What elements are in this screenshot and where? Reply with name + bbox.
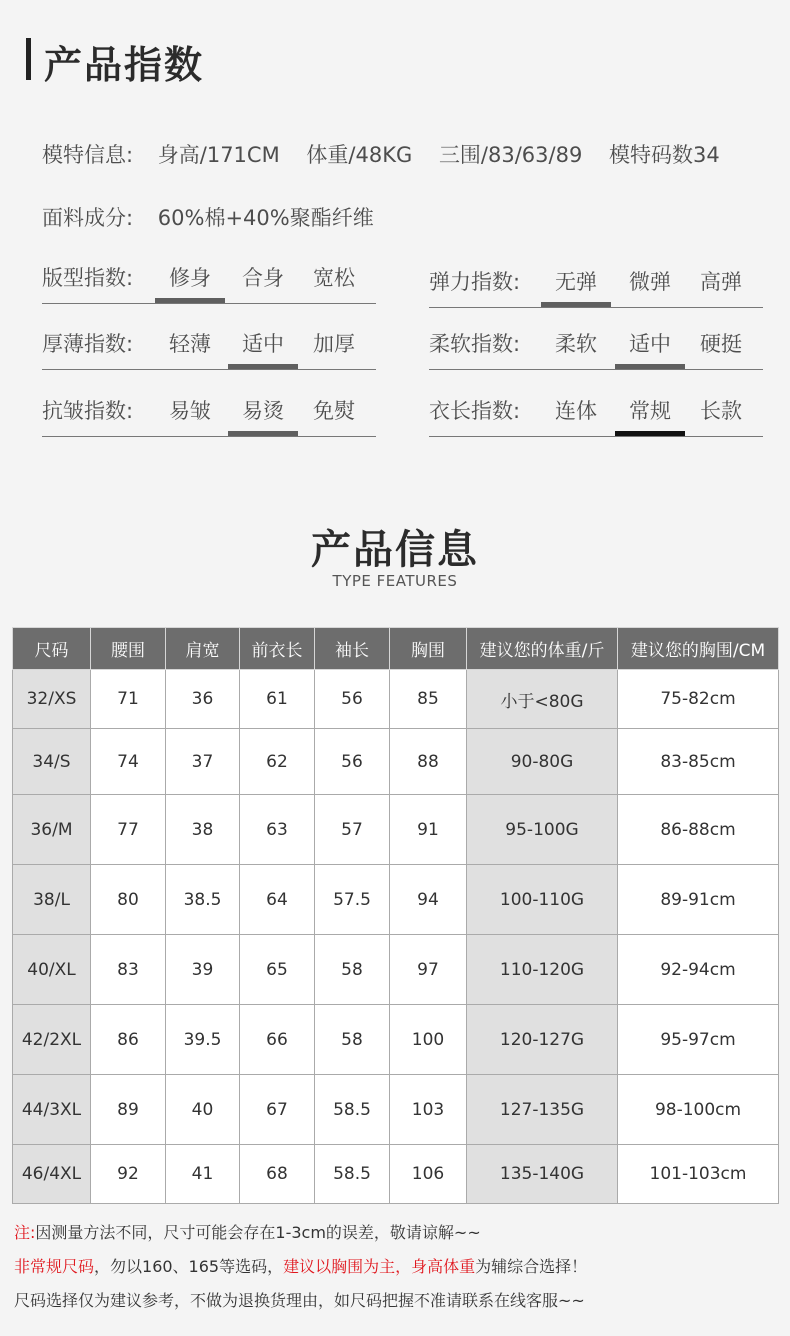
table-cell: 88	[390, 729, 467, 795]
model-height: 身高/171CM	[157, 143, 280, 167]
header-cell: 尺码	[13, 628, 91, 670]
size-cell: 32/XS	[13, 670, 91, 729]
table-row	[13, 670, 779, 729]
section-title-index: 产品指数	[44, 43, 205, 87]
table-cell: 38.5	[166, 865, 240, 935]
table-row	[13, 935, 779, 1005]
table-cell: 86-88cm	[618, 795, 779, 865]
size-cell: 44/3XL	[13, 1075, 91, 1145]
table-cell: 40	[166, 1075, 240, 1145]
table-row	[13, 729, 779, 795]
model-size: 模特码数34	[609, 143, 720, 167]
table-cell: 120-127G	[467, 1005, 618, 1075]
table-cell: 92	[91, 1145, 166, 1204]
table-row	[13, 1145, 779, 1204]
section-subtitle: TYPE FEATURES	[332, 572, 458, 590]
index-option: 常规	[615, 395, 685, 425]
size-table	[12, 627, 779, 1204]
table-cell: 74	[91, 729, 166, 795]
table-cell: 80	[91, 865, 166, 935]
table-header-row	[13, 628, 779, 670]
header-cell: 建议您的体重/斤	[467, 628, 618, 670]
model-info-label: 模特信息:	[42, 143, 134, 167]
table-cell: 91	[390, 795, 467, 865]
index-option: 高弹	[700, 270, 742, 294]
header-cell: 腰围	[91, 628, 166, 670]
table-cell: 58.5	[315, 1145, 390, 1204]
title-accent-bar	[26, 38, 31, 80]
index-label: 弹力指数:	[429, 270, 521, 294]
table-cell: 95-100G	[467, 795, 618, 865]
table-cell: 56	[315, 729, 390, 795]
header-cell: 前衣长	[240, 628, 315, 670]
index-option: 易烫	[228, 395, 298, 425]
table-row	[13, 865, 779, 935]
model-measurements: 三围/83/63/89	[438, 143, 583, 167]
header-cell: 建议您的胸围/CM	[618, 628, 779, 670]
table-row	[13, 1005, 779, 1075]
index-option: 免熨	[313, 399, 355, 423]
header-cell: 肩宽	[166, 628, 240, 670]
table-cell: 71	[91, 670, 166, 729]
index-option: 柔软	[555, 332, 597, 356]
index-length	[429, 389, 763, 437]
size-cell: 46/4XL	[13, 1145, 91, 1204]
note-line-1	[14, 1220, 481, 1243]
table-row	[13, 1075, 779, 1145]
table-cell: 92-94cm	[618, 935, 779, 1005]
index-option: 微弹	[629, 270, 671, 294]
index-option: 宽松	[313, 266, 355, 290]
table-cell: 127-135G	[467, 1075, 618, 1145]
table-cell: 94	[390, 865, 467, 935]
index-label: 衣长指数:	[429, 399, 521, 423]
size-cell: 36/M	[13, 795, 91, 865]
table-cell: 106	[390, 1145, 467, 1204]
index-fit	[42, 256, 376, 304]
table-cell: 66	[240, 1005, 315, 1075]
table-cell: 65	[240, 935, 315, 1005]
table-cell: 36	[166, 670, 240, 729]
index-option: 合身	[242, 266, 284, 290]
model-weight: 体重/48KG	[306, 143, 413, 167]
table-cell: 68	[240, 1145, 315, 1204]
note-red-1: 非常规尺码	[14, 1257, 95, 1276]
table-cell: 77	[91, 795, 166, 865]
table-cell: 103	[390, 1075, 467, 1145]
section-title-info: 产品信息	[311, 527, 479, 573]
size-cell: 40/XL	[13, 935, 91, 1005]
note-line-2	[14, 1254, 587, 1277]
table-cell: 89	[91, 1075, 166, 1145]
table-cell: 100-110G	[467, 865, 618, 935]
index-option: 修身	[155, 262, 225, 292]
index-option: 易皱	[169, 399, 211, 423]
table-cell: 135-140G	[467, 1145, 618, 1204]
table-cell: 85	[390, 670, 467, 729]
header-cell: 袖长	[315, 628, 390, 670]
index-option: 无弹	[541, 266, 611, 296]
table-cell: 83	[91, 935, 166, 1005]
table-cell: 57.5	[315, 865, 390, 935]
table-cell: 38	[166, 795, 240, 865]
note-text: 因测量方法不同，尺寸可能会存在1-3cm的误差，敬请谅解~~	[35, 1223, 481, 1242]
table-cell: 98-100cm	[618, 1075, 779, 1145]
table-cell: 41	[166, 1145, 240, 1204]
index-wrinkle	[42, 389, 376, 437]
index-label: 柔软指数:	[429, 332, 521, 356]
header-cell: 胸围	[390, 628, 467, 670]
fabric-row	[42, 202, 394, 232]
table-cell: 67	[240, 1075, 315, 1145]
index-option: 加厚	[313, 332, 355, 356]
index-softness	[429, 322, 763, 370]
index-option: 连体	[555, 399, 597, 423]
fabric-label: 面料成分:	[42, 206, 134, 230]
table-cell: 100	[390, 1005, 467, 1075]
table-cell: 63	[240, 795, 315, 865]
index-label: 抗皱指数:	[42, 399, 134, 423]
table-cell: 110-120G	[467, 935, 618, 1005]
fabric-value: 60%棉+40%聚酯纤维	[157, 206, 374, 230]
size-cell: 38/L	[13, 865, 91, 935]
size-cell: 34/S	[13, 729, 91, 795]
index-elasticity	[429, 260, 763, 308]
note-black-2: 为辅综合选择！	[475, 1257, 588, 1276]
table-cell: 90-80G	[467, 729, 618, 795]
table-cell: 小于<80G	[467, 670, 618, 729]
table-cell: 58	[315, 935, 390, 1005]
table-cell: 58.5	[315, 1075, 390, 1145]
note-line-3: 尺码选择仅为建议参考，不做为退换货理由，如尺码把握不准请联系在线客服~~	[14, 1291, 585, 1310]
size-cell: 42/2XL	[13, 1005, 91, 1075]
table-cell: 39	[166, 935, 240, 1005]
index-option: 硬挺	[700, 332, 742, 356]
index-option: 适中	[615, 328, 685, 358]
index-option: 轻薄	[169, 332, 211, 356]
table-cell: 39.5	[166, 1005, 240, 1075]
table-cell: 61	[240, 670, 315, 729]
table-cell: 75-82cm	[618, 670, 779, 729]
table-row	[13, 795, 779, 865]
index-thickness	[42, 322, 376, 370]
table-cell: 62	[240, 729, 315, 795]
model-info-row	[42, 139, 740, 169]
table-cell: 37	[166, 729, 240, 795]
table-cell: 83-85cm	[618, 729, 779, 795]
index-label: 版型指数:	[42, 266, 134, 290]
table-cell: 101-103cm	[618, 1145, 779, 1204]
note-black-1: ，勿以160、165等选码，	[94, 1257, 284, 1276]
table-cell: 95-97cm	[618, 1005, 779, 1075]
index-label: 厚薄指数:	[42, 332, 134, 356]
table-cell: 97	[390, 935, 467, 1005]
table-cell: 58	[315, 1005, 390, 1075]
note-red-2: 建议以胸围为主，身高体重	[283, 1257, 476, 1276]
table-cell: 86	[91, 1005, 166, 1075]
index-option: 适中	[228, 328, 298, 358]
table-cell: 57	[315, 795, 390, 865]
table-cell: 64	[240, 865, 315, 935]
table-cell: 56	[315, 670, 390, 729]
note-prefix: 注:	[14, 1223, 36, 1242]
table-cell: 89-91cm	[618, 865, 779, 935]
index-option: 长款	[700, 399, 742, 423]
